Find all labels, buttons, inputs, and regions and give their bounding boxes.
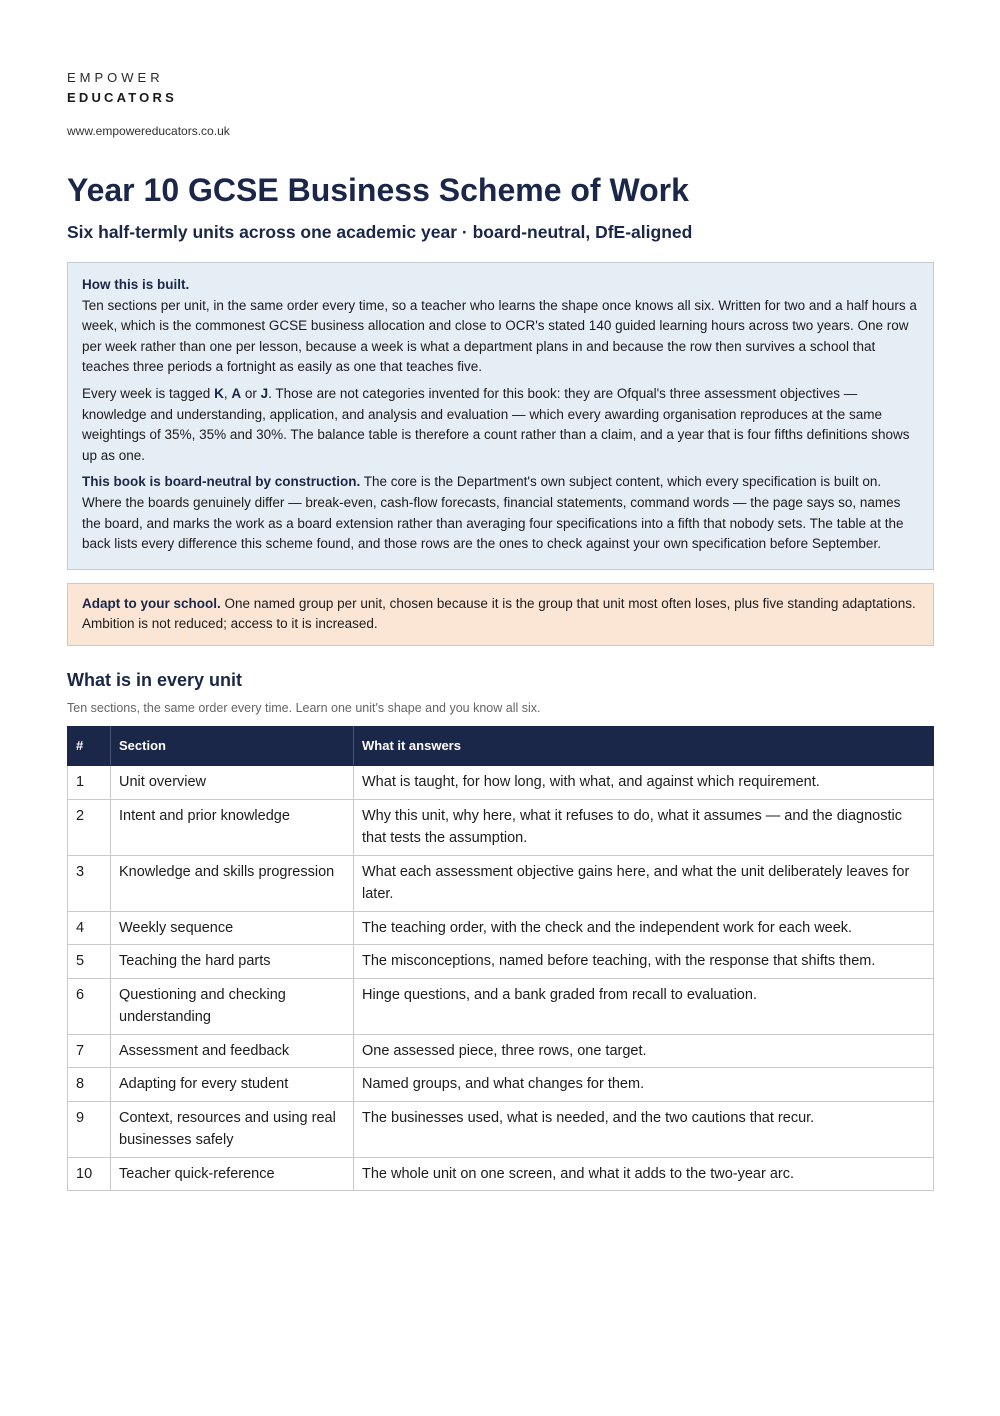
how-built-heading: How this is built. bbox=[82, 277, 190, 292]
table-row bbox=[68, 766, 934, 800]
tag-k: K bbox=[214, 385, 224, 401]
row-number: 10 bbox=[68, 1157, 111, 1191]
row-answer: What each assessment objective gains here, and what the unit deliberately leaves for later. bbox=[354, 855, 934, 911]
tag-a: A bbox=[231, 385, 242, 401]
brand-line-2: EDUCATORS bbox=[67, 90, 177, 105]
page-subtitle: Six half-termly units across one academic year · board-neutral, DfE-aligned bbox=[67, 222, 693, 242]
brand-url: www.empowereducators.co.uk bbox=[67, 124, 230, 138]
table-row bbox=[68, 1034, 934, 1068]
table-row bbox=[68, 799, 934, 855]
table-row bbox=[68, 1101, 934, 1157]
row-number: 5 bbox=[68, 945, 111, 979]
row-answer: Named groups, and what changes for them. bbox=[354, 1068, 934, 1102]
row-section: Adapting for every student bbox=[111, 1068, 354, 1102]
row-section: Unit overview bbox=[111, 766, 354, 800]
how-built-box bbox=[67, 262, 934, 570]
row-section: Intent and prior knowledge bbox=[111, 799, 354, 855]
row-number: 2 bbox=[68, 799, 111, 855]
row-answer: The whole unit on one screen, and what it adds to the two-year arc. bbox=[354, 1157, 934, 1191]
row-answer: The businesses used, what is needed, and the two cautions that recur. bbox=[354, 1101, 934, 1157]
row-section: Teaching the hard parts bbox=[111, 945, 354, 979]
column-header-section: Section bbox=[111, 726, 354, 766]
table-row bbox=[68, 1068, 934, 1102]
row-number: 8 bbox=[68, 1068, 111, 1102]
how-built-para-3: This book is board-neutral by construction. The core is the Department's own subject content, which every specification is built on. Where the boards genuinely differ — break-even, cash-flow forecasts, financial statements, command words — the page says so, names the board, and marks the work as a board extension rather than averaging four specifications into a fifth that nobody sets. The table at the back lists every difference this scheme found, and those rows are the ones to check against your own specification before September. bbox=[82, 474, 904, 552]
table-row bbox=[68, 945, 934, 979]
table-row bbox=[68, 978, 934, 1034]
unit-sections-table bbox=[67, 726, 934, 1192]
table-row bbox=[68, 911, 934, 945]
tag-j: J bbox=[260, 385, 269, 401]
board-neutral-lead: This book is board-neutral by construction. bbox=[82, 474, 361, 490]
row-number: 1 bbox=[68, 766, 111, 800]
column-header-answers: What it answers bbox=[354, 726, 934, 766]
document-page bbox=[67, 0, 934, 1191]
row-answer: One assessed piece, three rows, one target. bbox=[354, 1034, 934, 1068]
adapt-body: One named group per unit, chosen because it is the group that unit most often loses, plus five standing adaptations. Ambition is not reduced; access to it is increased. bbox=[82, 595, 916, 632]
row-number: 3 bbox=[68, 855, 111, 911]
row-section: Teacher quick-reference bbox=[111, 1157, 354, 1191]
brand-line-1: EMPOWER bbox=[67, 70, 164, 85]
row-answer: Hinge questions, and a bank graded from recall to evaluation. bbox=[354, 978, 934, 1034]
how-built-para-1: Ten sections per unit, in the same order every time, so a teacher who learns the shape once knows all six. Written for two and a half hours a week, which is the commonest GCSE business allocation and close to OCR's stated 140 guided learning hours across two years. One row per week rather than one per lesson, because a week is what a department plans in and because the row then survives a school that teaches three periods a fortnight as easily as one that teaches five. bbox=[82, 297, 917, 375]
row-number: 9 bbox=[68, 1101, 111, 1157]
row-section: Assessment and feedback bbox=[111, 1034, 354, 1068]
row-answer: What is taught, for how long, with what, and against which requirement. bbox=[354, 766, 934, 800]
adapt-lead: Adapt to your school. bbox=[82, 595, 221, 611]
table-row bbox=[68, 855, 934, 911]
adapt-box bbox=[67, 583, 934, 646]
column-header-number: # bbox=[68, 726, 111, 766]
row-number: 4 bbox=[68, 911, 111, 945]
brand-logo bbox=[67, 68, 934, 108]
page-title: Year 10 GCSE Business Scheme of Work bbox=[67, 172, 689, 208]
table-header-row bbox=[68, 726, 934, 766]
row-answer: Why this unit, why here, what it refuses to do, what it assumes — and the diagnostic that tests the assumption. bbox=[354, 799, 934, 855]
row-number: 6 bbox=[68, 978, 111, 1034]
row-section: Weekly sequence bbox=[111, 911, 354, 945]
table-row bbox=[68, 1157, 934, 1191]
row-number: 7 bbox=[68, 1034, 111, 1068]
row-section: Context, resources and using real businesses safely bbox=[111, 1101, 354, 1157]
row-answer: The misconceptions, named before teaching, with the response that shifts them. bbox=[354, 945, 934, 979]
row-section: Knowledge and skills progression bbox=[111, 855, 354, 911]
row-section: Questioning and checking understanding bbox=[111, 978, 354, 1034]
row-answer: The teaching order, with the check and the independent work for each week. bbox=[354, 911, 934, 945]
unit-section-heading: What is in every unit bbox=[67, 669, 243, 690]
unit-section-note: Ten sections, the same order every time. Learn one unit's shape and you know all six. bbox=[67, 700, 541, 715]
how-built-para-2: Every week is tagged K, A or J. Those are not categories invented for this book: they are Ofqual's three assessment objectives — knowledge and understanding, application, and analysis and evaluation — which every awarding organisation reproduces at the same weightings of 35%, 35% and 30%. The balance table is therefore a count rather than a claim, and a year that is four fifths definitions shows up as one. bbox=[82, 385, 910, 463]
